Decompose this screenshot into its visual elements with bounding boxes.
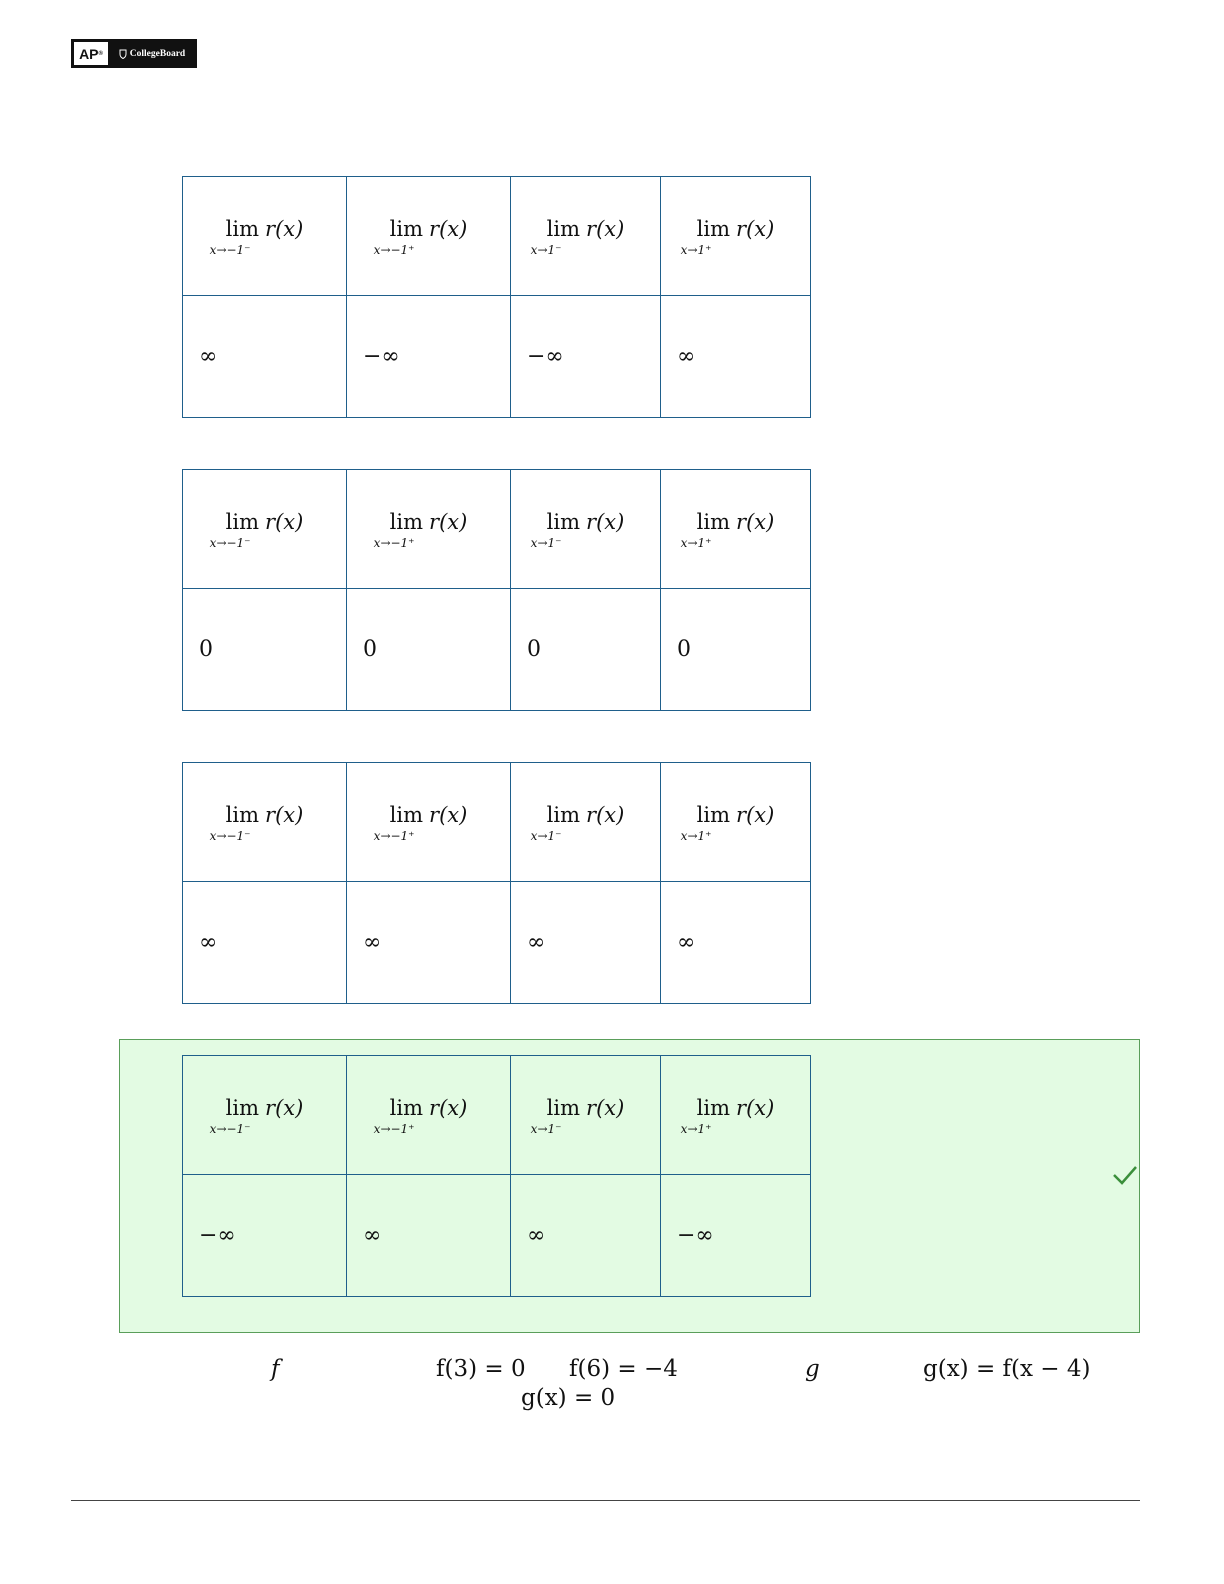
header-cell: lim r(x) x→−1⁻: [183, 763, 347, 882]
ap-mark: AP ®: [74, 42, 108, 65]
stem-g-definition: g(x) = f(x − 4): [923, 1356, 1091, 1382]
option-b-table[interactable]: [182, 469, 811, 711]
header-cell: lim r(x) x→−1⁺: [347, 177, 511, 296]
header-cell: lim r(x) x→1⁻: [511, 470, 661, 589]
value-cell: −∞: [183, 1175, 347, 1297]
shield-icon: [119, 49, 127, 59]
header-cell: lim r(x) x→1⁻: [511, 1056, 661, 1175]
table-header-row: [183, 763, 811, 882]
value-cell: 0: [347, 589, 511, 711]
value-cell: ∞: [347, 882, 511, 1004]
value-cell: 0: [511, 589, 661, 711]
value-cell: −∞: [511, 296, 661, 418]
table-header-row: [183, 1056, 811, 1175]
table-header-row: [183, 177, 811, 296]
option-a-table[interactable]: [182, 176, 811, 418]
stem-f3: f(3) = 0: [436, 1356, 526, 1382]
header-cell: lim r(x) x→−1⁺: [347, 470, 511, 589]
stem-f6: f(6) = −4: [569, 1356, 678, 1382]
checkmark-icon: [1112, 1163, 1138, 1187]
value-cell: ∞: [183, 882, 347, 1004]
header-cell: lim r(x) x→1⁺: [661, 1056, 811, 1175]
footer-divider: [71, 1500, 1140, 1501]
collegeboard-wordmark: CollegeBoard: [108, 40, 196, 67]
header-cell: lim r(x) x→−1⁺: [347, 1056, 511, 1175]
value-cell: 0: [183, 589, 347, 711]
value-cell: ∞: [183, 296, 347, 418]
header-cell: lim r(x) x→1⁺: [661, 470, 811, 589]
table-value-row: [183, 1175, 811, 1297]
table-value-row: [183, 296, 811, 418]
stem-g-symbol: g: [805, 1356, 820, 1382]
header-cell: lim r(x) x→−1⁻: [183, 470, 347, 589]
table-header-row: [183, 470, 811, 589]
value-cell: −∞: [661, 1175, 811, 1297]
value-cell: ∞: [661, 882, 811, 1004]
header-cell: lim r(x) x→−1⁺: [347, 763, 511, 882]
table-value-row: [183, 589, 811, 711]
table-value-row: [183, 882, 811, 1004]
header-cell: lim r(x) x→1⁻: [511, 177, 661, 296]
value-cell: ∞: [347, 1175, 511, 1297]
value-cell: ∞: [511, 882, 661, 1004]
option-c-table[interactable]: [182, 762, 811, 1004]
header-cell: lim r(x) x→1⁺: [661, 177, 811, 296]
header-cell: lim r(x) x→−1⁻: [183, 1056, 347, 1175]
value-cell: 0: [661, 589, 811, 711]
value-cell: ∞: [661, 296, 811, 418]
value-cell: −∞: [347, 296, 511, 418]
stem-g-zero: g(x) = 0: [521, 1385, 616, 1411]
stem-f-symbol: f: [271, 1356, 280, 1382]
ap-collegeboard-logo: [71, 39, 197, 68]
value-cell: ∞: [511, 1175, 661, 1297]
header-cell: lim r(x) x→−1⁻: [183, 177, 347, 296]
header-cell: lim r(x) x→1⁺: [661, 763, 811, 882]
option-d-table[interactable]: [182, 1055, 811, 1297]
header-cell: lim r(x) x→1⁻: [511, 763, 661, 882]
